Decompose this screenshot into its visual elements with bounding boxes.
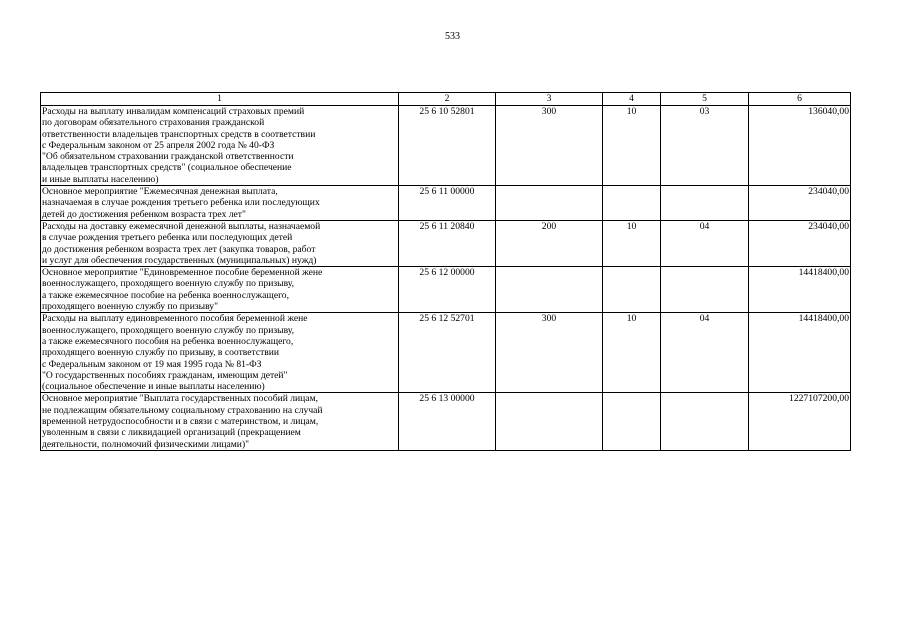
row-vr: 300: [496, 313, 603, 393]
budget-table: [40, 92, 851, 451]
row-name: Расходы на выплату инвалидам компенсаций страховых премий по договорам обязательного страхования гражданской ответственности владельцев транспортных средств в соответствии с Федеральным законом от 25 апреля 2002 года № 40-ФЗ "Об обязательном страховании гражданской ответственности владельцев транспортных средств" (социальное обеспечение и иные выплаты населению): [41, 106, 399, 186]
header-col-5: 5: [661, 93, 749, 106]
row-rz: [603, 393, 661, 450]
table-row: [41, 267, 851, 313]
row-csr: 25 6 11 20840: [399, 220, 496, 266]
header-col-2: 2: [399, 93, 496, 106]
row-pr: 04: [661, 313, 749, 393]
row-csr: 25 6 13 00000: [399, 393, 496, 450]
row-csr: 25 6 10 52801: [399, 106, 496, 186]
header-col-4: 4: [603, 93, 661, 106]
row-pr: [661, 186, 749, 221]
row-rz: [603, 267, 661, 313]
row-vr: [496, 186, 603, 221]
row-vr: [496, 267, 603, 313]
table-body: [41, 106, 851, 451]
row-amount: 14418400,00: [749, 313, 851, 393]
row-rz: 10: [603, 220, 661, 266]
table-row: [41, 313, 851, 393]
row-vr: 200: [496, 220, 603, 266]
row-rz: [603, 186, 661, 221]
row-name: Основное мероприятие "Выплата государственных пособий лицам, не подлежащим обязательному социальному страхованию на случай временной нетрудоспособности и в связи с материнством, и лицам, уволенным в связи с ликвидацией организаций (прекращением деятельности, полномочий физическими лицами)": [41, 393, 399, 450]
page-number: 533: [445, 31, 460, 42]
row-rz: 10: [603, 106, 661, 186]
header-col-6: 6: [749, 93, 851, 106]
row-name: Основное мероприятие "Единовременное пособие беременной жене военнослужащего, проходящего военную службу по призыву, а также ежемесячное пособие на ребенка военнослужащего, проходящего военную службу по призыву": [41, 267, 399, 313]
row-rz: 10: [603, 313, 661, 393]
table-row: [41, 393, 851, 450]
row-pr: [661, 267, 749, 313]
header-row: [41, 93, 851, 106]
row-pr: 04: [661, 220, 749, 266]
row-pr: [661, 393, 749, 450]
row-csr: 25 6 11 00000: [399, 186, 496, 221]
row-amount: 1227107200,00: [749, 393, 851, 450]
table-header: [41, 93, 851, 106]
row-vr: [496, 393, 603, 450]
row-csr: 25 6 12 00000: [399, 267, 496, 313]
header-col-1: 1: [41, 93, 399, 106]
table-row: [41, 106, 851, 186]
row-amount: 136040,00: [749, 106, 851, 186]
row-name: Расходы на доставку ежемесячной денежной выплаты, назначаемой в случае рождения третьего ребенка или последующих детей до достижения ребенком возраста трех лет (закупка товаров, работ и услуг для обеспечения государственных (муниципальных) нужд): [41, 220, 399, 266]
row-csr: 25 6 12 52701: [399, 313, 496, 393]
row-amount: 234040,00: [749, 220, 851, 266]
row-amount: 234040,00: [749, 186, 851, 221]
header-col-3: 3: [496, 93, 603, 106]
row-amount: 14418400,00: [749, 267, 851, 313]
row-pr: 03: [661, 106, 749, 186]
row-name: Расходы на выплату единовременного пособия беременной жене военнослужащего, проходящего военную службу по призыву, а также ежемесячного пособия на ребенка военнослужащего, проходящего военную службу по призыву, в соответствии с Федеральным законом от 19 мая 1995 года № 81-ФЗ "О государственных пособиях гражданам, имеющим детей" (социальное обеспечение и иные выплаты населению): [41, 313, 399, 393]
row-vr: 300: [496, 106, 603, 186]
table-row: [41, 186, 851, 221]
row-name: Основное мероприятие "Ежемесячная денежная выплата, назначаемая в случае рождения третьего ребенка или последующих детей до достижения ребенком возраста трех лет": [41, 186, 399, 221]
table-row: [41, 220, 851, 266]
